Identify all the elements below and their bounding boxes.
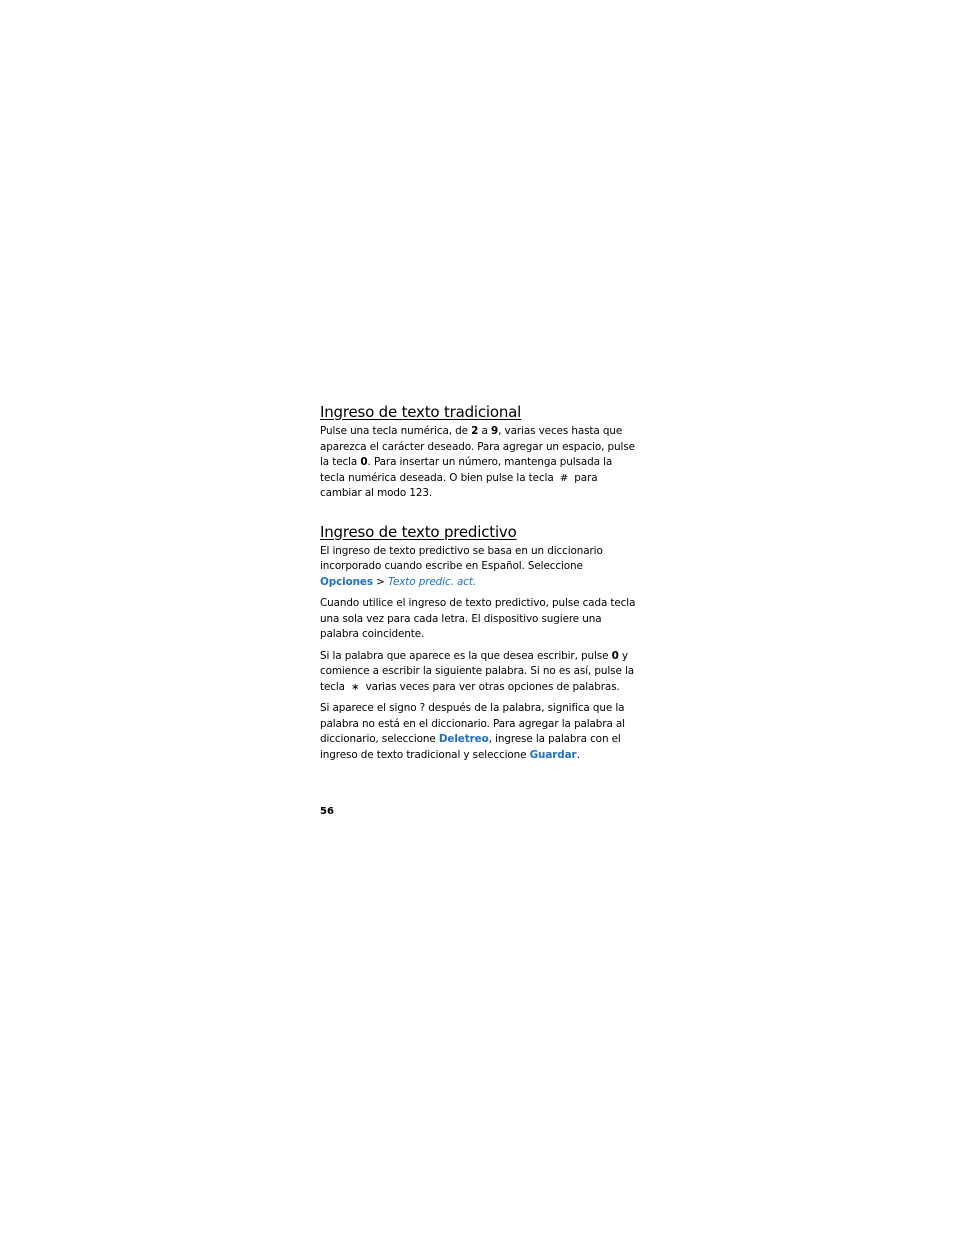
menu-option-opciones: Opciones [320, 575, 373, 588]
heading-predictive-input: Ingreso de texto predictivo [320, 522, 517, 541]
paragraph-traditional-input: Pulse una tecla numérica, de 2 a 9, varias veces hasta que aparezca el carácter deseado. Para agregar un espacio, pulse la tecla 0. Para insertar un número, mantenga pulsada la tecla numérica deseada. O bien pulse la tecla # para cambiar al modo 123. [320, 425, 635, 499]
key-2: 2 [471, 425, 479, 437]
key-0: 0 [611, 649, 619, 662]
paragraph-predictive-accept: Si la palabra que aparece es la que desea escribir, pulse 0 y comience a escribir la siguiente palabra. Si no es así, pulse la tecla ∗ varias veces para ver otras opciones de palabras. [320, 649, 635, 693]
menu-option-guardar: Guardar [529, 748, 577, 761]
menu-option-texto-predic: Texto predic. act. [387, 575, 477, 588]
paragraph-predictive-intro: El ingreso de texto predictivo se basa en un diccionario incorporado cuando escribe en Español. Seleccione Opciones > Texto predic. act. [320, 544, 603, 588]
paragraph-predictive-spell: Si aparece el signo ? después de la palabra, significa que la palabra no está en el diccionario. Para agregar la palabra al diccionario, seleccione Deletreo, ingrese la palabra con el ingreso de texto tradicional y seleccione Guardar. [320, 702, 625, 761]
paragraph-predictive-usage: Cuando utilice el ingreso de texto predictivo, pulse cada tecla una sola vez para cada letra. El dispositivo sugiere una palabra coincidente. [320, 597, 636, 640]
key-9: 9 [491, 425, 499, 437]
page-number: 56 [320, 806, 334, 817]
hash-key-icon: # [559, 472, 569, 484]
heading-traditional-input: Ingreso de texto tradicional [320, 403, 522, 421]
key-0: 0 [360, 456, 368, 468]
page-content [320, 402, 636, 769]
star-key-icon: ∗ [351, 681, 360, 693]
menu-option-deletreo: Deletreo [438, 733, 489, 745]
